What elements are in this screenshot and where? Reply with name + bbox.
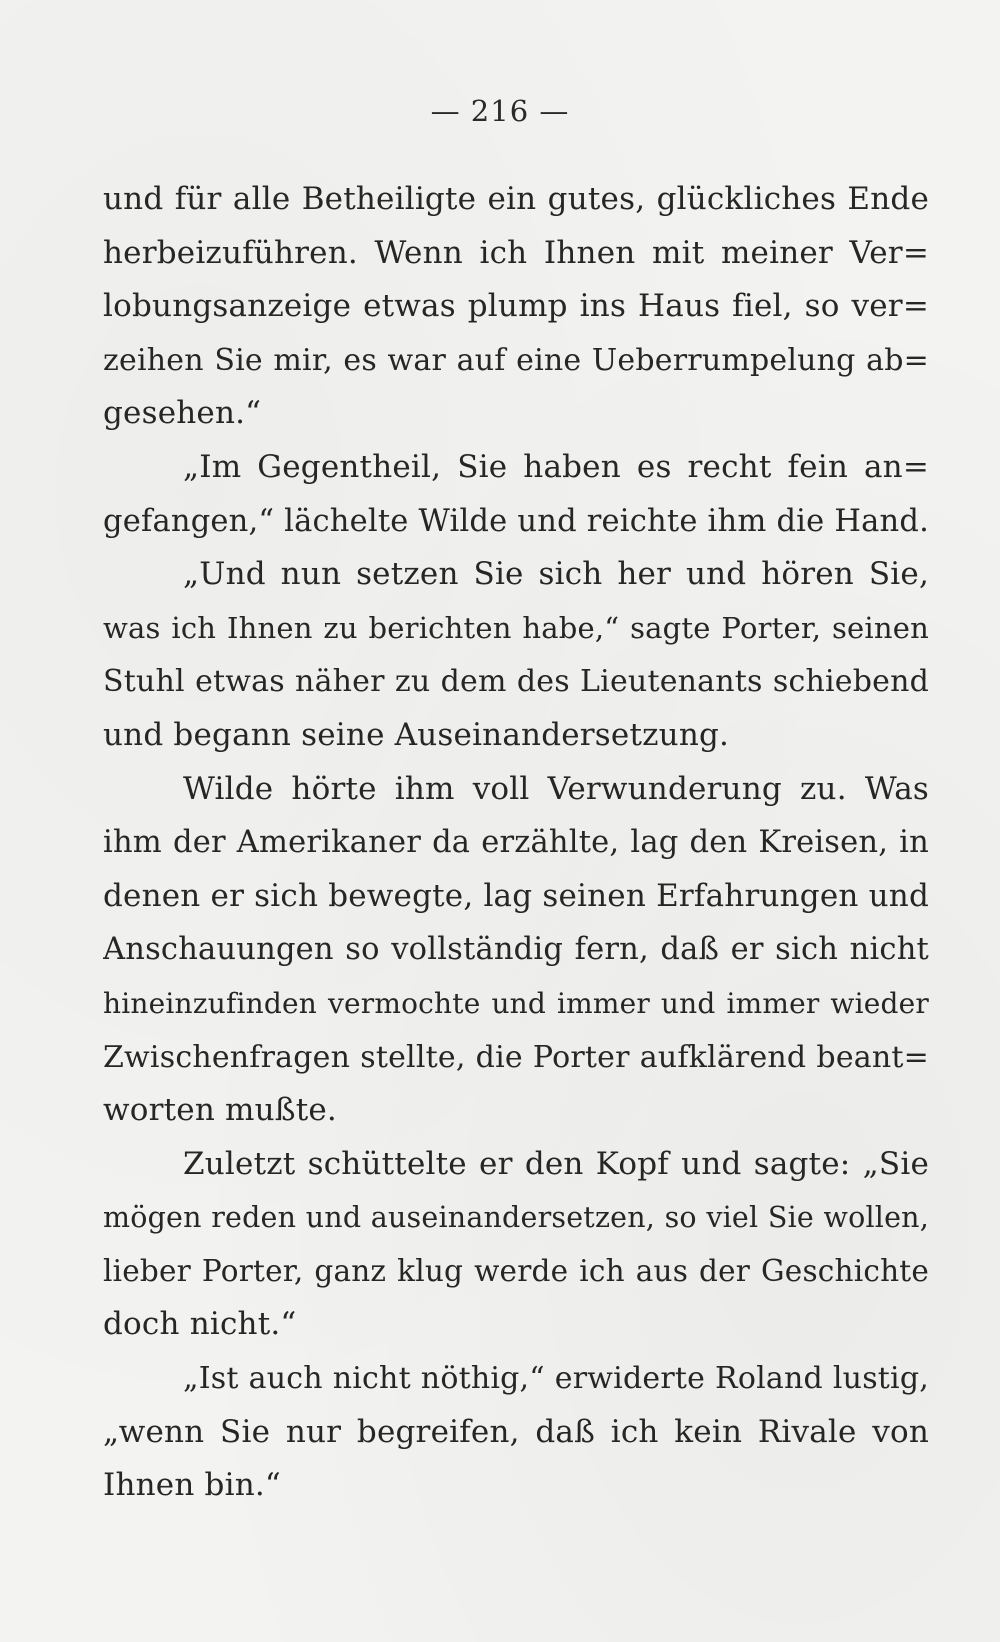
- text-line: und für alle Betheiligte ein gutes, glückliches Ende: [103, 181, 929, 217]
- text-line: Zwischenfragen stellte, die Porter aufklärend beant=: [103, 1039, 929, 1075]
- text-line: ihm der Amerikaner da erzählte, lag den Kreisen, in: [103, 825, 929, 861]
- text-line: Ihnen bin.“: [103, 1467, 281, 1504]
- text-line: worten mußte.: [103, 1092, 337, 1129]
- page-number: — 216 —: [430, 94, 570, 128]
- text-line: lobungsanzeige etwas plump ins Haus fiel, so ver=: [103, 288, 929, 325]
- text-line: was ich Ihnen zu berichten habe,“ sagte Porter, seinen: [103, 610, 929, 645]
- text-line: Stuhl etwas näher zu dem des Lieutenants schiebend: [103, 664, 929, 700]
- text-line: gesehen.“: [103, 395, 262, 432]
- text-line: doch nicht.“: [103, 1306, 297, 1343]
- text-line: und begann seine Auseinandersetzung.: [103, 716, 730, 753]
- text-line: gefangen,“ lächelte Wilde und reichte ihm die Hand.: [103, 503, 929, 539]
- body-text: [103, 173, 929, 1513]
- text-line: zeihen Sie mir, es war auf eine Ueberrumpelung ab=: [103, 342, 929, 378]
- text-line: „wenn Sie nur begreifen, daß ich kein Rivale von: [103, 1413, 929, 1450]
- text-line: herbeizuführen. Wenn ich Ihnen mit meiner Ver=: [103, 234, 929, 271]
- text-line: „Ist auch nicht nöthig,“ erwiderte Roland lustig,: [183, 1361, 929, 1397]
- text-line: „Und nun setzen Sie sich her und hören Sie,: [183, 556, 929, 593]
- text-line: mögen reden und auseinandersetzen, so viel Sie wollen,: [103, 1201, 929, 1235]
- text-line: Wilde hörte ihm voll Verwunderung zu. Was: [183, 770, 929, 807]
- text-line: Zuletzt schüttelte er den Kopf und sagte: „Sie: [183, 1145, 929, 1182]
- text-line: Anschauungen so vollständig fern, daß er sich nicht: [103, 932, 929, 968]
- text-line: hineinzufinden vermochte und immer und immer wieder: [103, 986, 929, 1020]
- text-line: lieber Porter, ganz klug werde ich aus der Geschichte: [103, 1253, 929, 1288]
- text-line: „Im Gegentheil, Sie haben es recht fein an=: [183, 448, 929, 485]
- text-line: denen er sich bewegte, lag seinen Erfahrungen und: [103, 877, 929, 914]
